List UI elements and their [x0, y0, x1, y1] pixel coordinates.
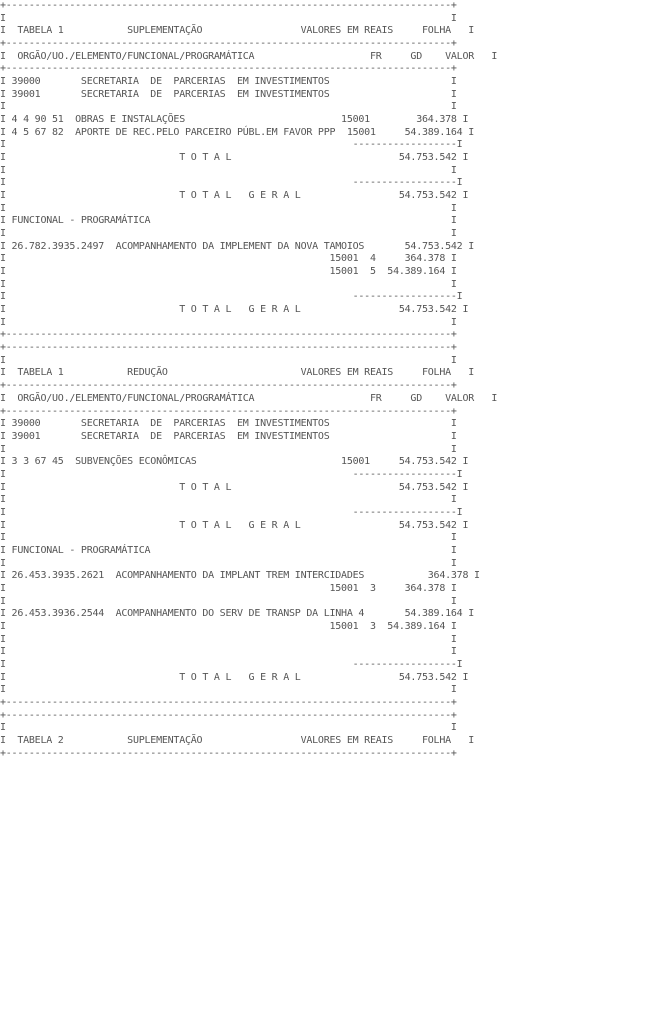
report-line: I FUNCIONAL - PROGRAMÁTICA I — [0, 544, 457, 556]
report-line: I TABELA 2 SUPLEMENTAÇÃO VALORES EM REAIS FOLHA I — [0, 734, 475, 746]
report-line: I 26.453.3936.2544 ACOMPANHAMENTO DO SERV DE TRANSP DA LINHA 4 54.389.164 I — [0, 608, 475, 620]
report-line: I 26.782.3935.2497 ACOMPANHAMENTO DA IMPLEMENT DA NOVA TAMOIOS 54.753.542 I — [0, 240, 475, 252]
report-line: I T O T A L 54.753.542 I — [0, 481, 469, 493]
report-line: I I — [0, 101, 457, 113]
report-line: I I — [0, 354, 457, 366]
report-line: I 15001 3 364.378 I — [0, 582, 457, 594]
report-line: +-----------------------------------------------------------------------------+ — [0, 709, 457, 721]
report-line: +-----------------------------------------------------------------------------+ — [0, 329, 457, 341]
report-line: +-----------------------------------------------------------------------------+ — [0, 342, 457, 354]
report-line: +-----------------------------------------------------------------------------+ — [0, 63, 457, 75]
report-line: I I — [0, 595, 457, 607]
report-line: I ------------------I — [0, 177, 463, 189]
report-line: I 26.453.3935.2621 ACOMPANHAMENTO DA IMPLANT TREM INTERCIDADES 364.378 I — [0, 570, 480, 582]
report-line: I ------------------I — [0, 468, 463, 480]
report-line: +-----------------------------------------------------------------------------+ — [0, 696, 457, 708]
report-line: I I — [0, 164, 457, 176]
report-line: I ------------------I — [0, 139, 463, 151]
report-line: I I — [0, 278, 457, 290]
report-line: I I — [0, 684, 457, 696]
report-line: I ORGÃO/UO./ELEMENTO/FUNCIONAL/PROGRAMÁTICA FR GD VALOR I — [0, 50, 498, 62]
report-line: I I — [0, 12, 457, 24]
report-line: +-----------------------------------------------------------------------------+ — [0, 380, 457, 392]
report-line: I I — [0, 443, 457, 455]
report-line: I ------------------I — [0, 506, 463, 518]
report-line: I 15001 4 364.378 I — [0, 253, 457, 265]
report-line: I I — [0, 228, 457, 240]
report-line: +-----------------------------------------------------------------------------+ — [0, 405, 457, 417]
report-line: I T O T A L G E R A L 54.753.542 I — [0, 519, 469, 531]
report-line: I I — [0, 633, 457, 645]
report-line: I I — [0, 557, 457, 569]
report-line: I FUNCIONAL - PROGRAMÁTICA I — [0, 215, 457, 227]
report-line: I T O T A L G E R A L 54.753.542 I — [0, 304, 469, 316]
report-line: I 39000 SECRETARIA DE PARCERIAS EM INVESTIMENTOS I — [0, 76, 457, 88]
report-line: I ------------------I — [0, 658, 463, 670]
report-line: I 39001 SECRETARIA DE PARCERIAS EM INVESTIMENTOS I — [0, 88, 457, 100]
report-line: I 39000 SECRETARIA DE PARCERIAS EM INVESTIMENTOS I — [0, 418, 457, 430]
report-line: I ORGÃO/UO./ELEMENTO/FUNCIONAL/PROGRAMÁTICA FR GD VALOR I — [0, 392, 498, 404]
report-line: I I — [0, 722, 457, 734]
report-line: I 15001 3 54.389.164 I — [0, 620, 457, 632]
report-line: I I — [0, 494, 457, 506]
report-line: +-----------------------------------------------------------------------------+ — [0, 38, 457, 50]
report-line: I 4 5 67 82 APORTE DE REC.PELO PARCEIRO PÚBL.EM FAVOR PPP 15001 54.389.164 I — [0, 126, 475, 138]
report-line: I I — [0, 532, 457, 544]
report-line: I ------------------I — [0, 291, 463, 303]
report-line: I 4 4 90 51 OBRAS E INSTALAÇÕES 15001 364.378 I — [0, 114, 469, 126]
report-line: +-----------------------------------------------------------------------------+ — [0, 747, 457, 759]
report-line: I TABELA 1 REDUÇÃO VALORES EM REAIS FOLHA I — [0, 367, 475, 379]
report-line: I TABELA 1 SUPLEMENTAÇÃO VALORES EM REAIS FOLHA I — [0, 25, 475, 37]
report-line: I I — [0, 202, 457, 214]
report-line: I 39001 SECRETARIA DE PARCERIAS EM INVESTIMENTOS I — [0, 430, 457, 442]
report-line: +-----------------------------------------------------------------------------+ — [0, 0, 457, 11]
report-line: I I — [0, 316, 457, 328]
report-line: I I — [0, 646, 457, 658]
report-line: I 15001 5 54.389.164 I — [0, 266, 457, 278]
report-line: I T O T A L G E R A L 54.753.542 I — [0, 190, 469, 202]
report-line: I T O T A L G E R A L 54.753.542 I — [0, 671, 469, 683]
report-line: I T O T A L 54.753.542 I — [0, 152, 469, 164]
report-line: I 3 3 67 45 SUBVENÇÕES ECONÔMICAS 15001 54.753.542 I — [0, 456, 469, 468]
